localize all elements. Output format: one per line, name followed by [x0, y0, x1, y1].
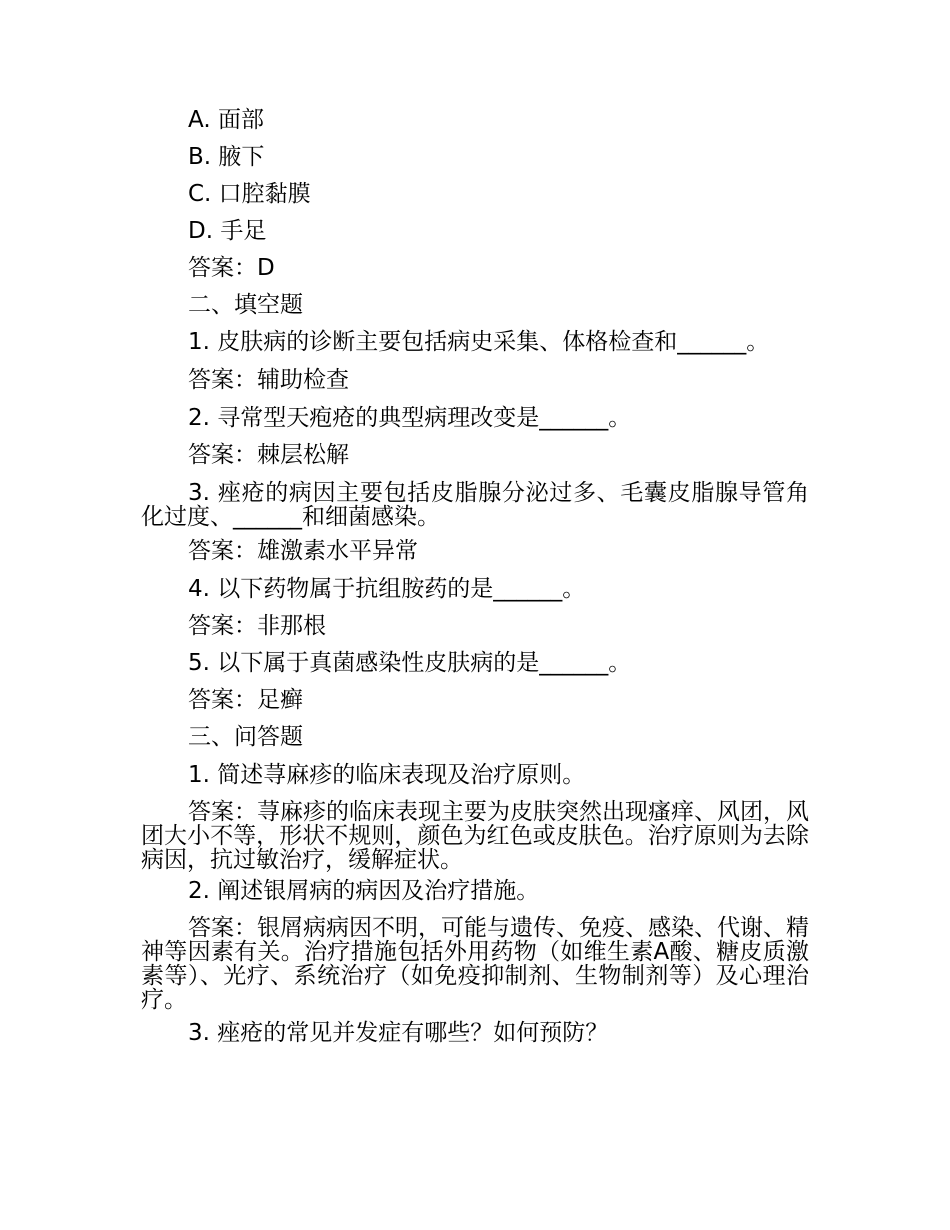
qa-answer-2: 答案：银屑病病因不明，可能与遗传、免疫、感染、代谢、精神等因素有关。治疗措施包括外用药物（如维生素A酸、糖皮质激素等）、光疗、系统治疗（如免疫抑制剂、生物制剂等）及心理治疗。	[141, 915, 809, 1013]
fill-question-5: 5. 以下属于真菌感染性皮肤病的是______。	[188, 650, 632, 676]
fill-answer-2: 答案：棘层松解	[188, 442, 349, 468]
option-c: C. 口腔黏膜	[188, 181, 311, 207]
option-a: A. 面部	[188, 107, 264, 133]
fill-answer-5: 答案：足癣	[188, 687, 303, 713]
section-heading-qa: 三、问答题	[188, 724, 303, 750]
qa-answer-1: 答案：荨麻疹的临床表现主要为皮肤突然出现瘙痒、风团，风团大小不等，形状不规则，颜色为红色或皮肤色。治疗原则为去除病因，抗过敏治疗，缓解症状。	[141, 799, 809, 873]
qa-question-1: 1. 简述荨麻疹的临床表现及治疗原则。	[188, 762, 586, 788]
qa-question-2: 2. 阐述银屑病的病因及治疗措施。	[188, 878, 540, 904]
fill-question-4: 4. 以下药物属于抗组胺药的是______。	[188, 576, 586, 602]
fill-question-2: 2. 寻常型天疱疮的典型病理改变是______。	[188, 405, 632, 431]
option-d: D. 手足	[188, 218, 267, 244]
section-heading-fill-in: 二、填空题	[188, 292, 303, 318]
fill-answer-4: 答案：非那根	[188, 613, 326, 639]
fill-answer-1: 答案：辅助检查	[188, 367, 349, 393]
qa-question-3: 3. 痤疮的常见并发症有哪些？如何预防？	[188, 1020, 609, 1046]
fill-question-1: 1. 皮肤病的诊断主要包括病史采集、体格检查和______。	[188, 329, 770, 355]
fill-question-3: 3. 痤疮的病因主要包括皮脂腺分泌过多、毛囊皮脂腺导管角化过度、______和细菌感染。	[141, 480, 809, 530]
answer-mc: 答案：D	[188, 255, 275, 281]
fill-answer-3: 答案：雄激素水平异常	[188, 538, 418, 564]
option-b: B. 腋下	[188, 144, 265, 170]
